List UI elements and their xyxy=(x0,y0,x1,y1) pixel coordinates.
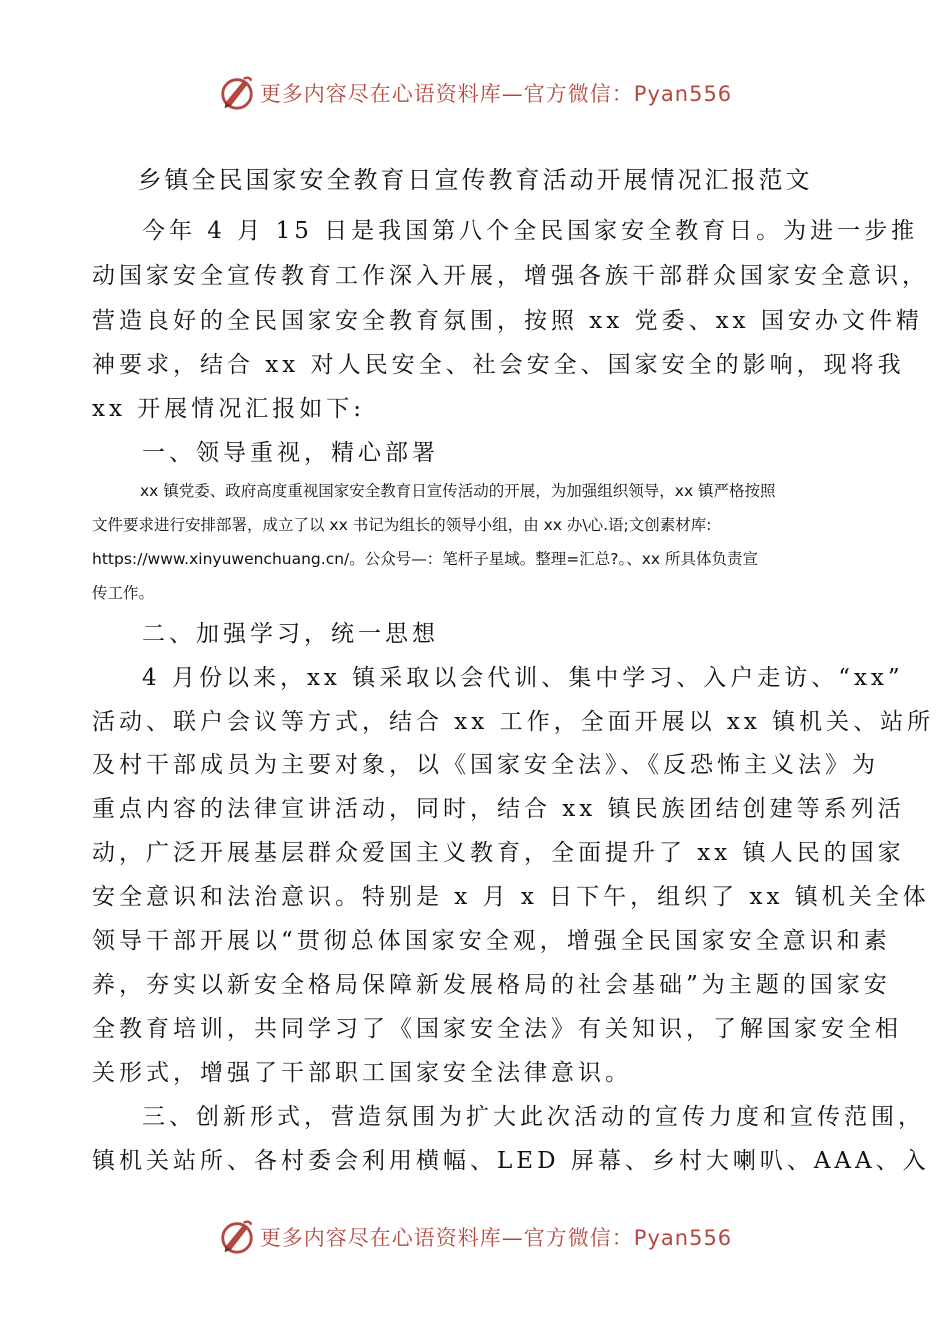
section-heading: 二、加强学习，统一思想 xyxy=(142,621,439,647)
section2-line: 养，夯实以新安全格局保障新发展格局的社会基础”为主题的国家安 xyxy=(92,972,891,998)
intro-line: 神要求，结合 xx 对人民安全、社会安全、国家安全的影响，现将我 xyxy=(92,352,905,378)
page-title: 乡镇全民国家安全教育日宣传教育活动开展情况汇报范文 xyxy=(137,166,813,194)
section2-line: 动，广泛开展基层群众爱国主义教育，全面提升了 xx 镇人民的国家 xyxy=(92,840,905,866)
section1-line: https://www.xinyuwenchuang.cn/。公众号—：笔杆子星域。整理=汇总?。、xx 所具体负责宣 xyxy=(92,550,758,568)
section1-line: 传工作。 xyxy=(92,584,155,602)
intro-line: xx 开展情况汇报如下: xyxy=(92,396,366,422)
section2-line: 关形式，增强了干部职工国家安全法律意识。 xyxy=(92,1060,632,1086)
watermark-text: 更多内容尽在心语资料库—官方微信：Pyan556 xyxy=(259,82,733,106)
intro-line: 今年 4 月 15 日是我国第八个全民国家安全教育日。为进一步推 xyxy=(142,218,919,244)
section2-line: 安全意识和法治意识。特别是 x 月 x 日下午，组织了 xx 镇机关全体 xyxy=(92,884,930,910)
section1-line: 文件要求进行安排部署，成立了以 xx 书记为组长的领导小组，由 xx 办\心.语;文创素材库: xyxy=(92,516,712,534)
section2-line: 活动、联户会议等方式，结合 xx 工作，全面开展以 xx 镇机关、站所 xyxy=(92,709,935,735)
section2-line: 领导干部开展以“贯彻总体国家安全观，增强全民国家安全意识和素 xyxy=(92,928,891,954)
section1-line: xx 镇党委、政府高度重视国家安全教育日宣传活动的开展，为加强组织领导，xx 镇严格按照 xyxy=(140,482,776,500)
watermark-banner-bottom xyxy=(0,1215,950,1259)
section2-line: 4 月份以来，xx 镇采取以会代训、集中学习、入户走访、“xx” xyxy=(142,665,904,691)
section2-line: 及村干部成员为主要对象，以《国家安全法》、《反恐怖主义法》为 xyxy=(92,752,879,778)
section-heading: 一、领导重视，精心部署 xyxy=(142,440,439,466)
section3-line: 镇机关站所、各村委会利用横幅、LED 屏幕、乡村大喇叭、AAA、入 xyxy=(92,1148,930,1174)
watermark-text: 更多内容尽在心语资料库—官方微信：Pyan556 xyxy=(259,1226,733,1250)
section2-line: 全教育培训，共同学习了《国家安全法》有关知识，了解国家安全相 xyxy=(92,1016,902,1042)
watermark-banner-top xyxy=(0,71,950,115)
intro-line: 动国家安全宣传教育工作深入开展，增强各族干部群众国家安全意识， xyxy=(92,263,929,289)
section3-line: 三、创新形式，营造氛围为扩大此次活动的宣传力度和宣传范围， xyxy=(142,1104,925,1130)
intro-line: 营造良好的全民国家安全教育氛围，按照 xx 党委、xx 国安办文件精 xyxy=(92,308,923,334)
pen-logo-icon xyxy=(218,74,256,112)
pen-logo-icon xyxy=(218,1218,256,1256)
section2-line: 重点内容的法律宣讲活动，同时，结合 xx 镇民族团结创建等系列活 xyxy=(92,796,905,822)
